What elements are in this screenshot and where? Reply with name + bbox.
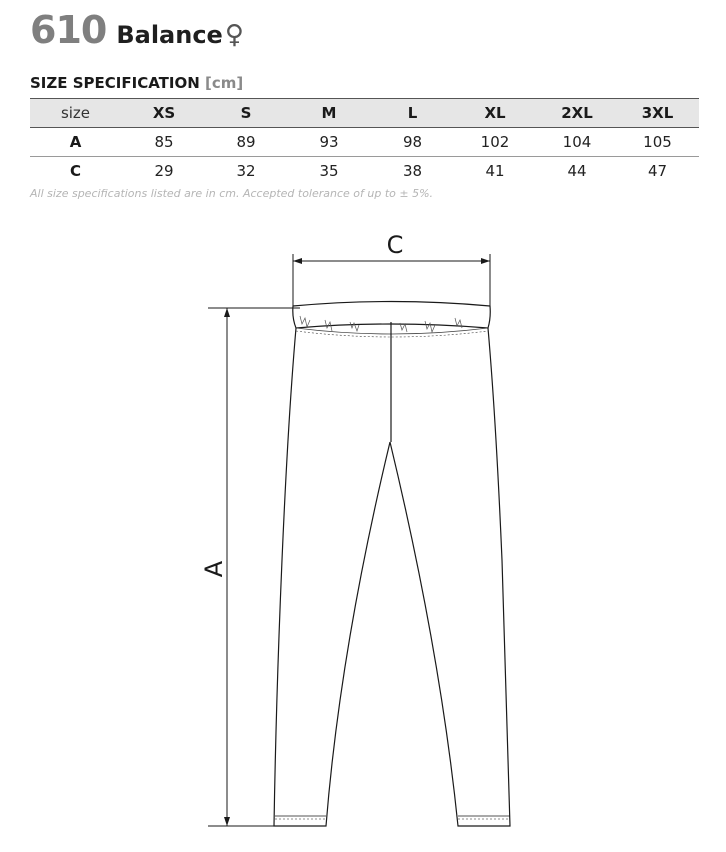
table-cell: 35 [319,162,339,180]
dimension-c-arrow-right [481,258,490,264]
right-leg [390,328,510,826]
table-cell: 44 [567,162,587,180]
dimension-c [293,231,490,306]
table-cell: 102 [480,133,510,151]
header-size-s: S [240,104,252,122]
section-unit: [cm] [205,74,244,92]
tolerance-note: All size specifications listed are in cm. Accepted tolerance of up to ± 5%. [30,187,434,200]
row-label-c: C [69,162,81,180]
dimension-a-label: A [200,560,228,578]
table-cell: 47 [647,162,668,180]
header-size-m: M [321,104,337,122]
header-size-l: L [407,104,418,122]
table-cell: 29 [154,162,174,180]
table-cell: 32 [236,162,256,180]
table-cell: 98 [402,133,423,151]
section-title-text: SIZE SPECIFICATION [30,74,200,92]
waistband-stitch [296,328,488,334]
table-cell: 104 [562,133,592,151]
dimension-c-arrow-left [293,258,302,264]
dimension-a-arrow-bottom [224,817,230,826]
header-size-xl: XL [484,104,506,122]
table-cell: 38 [402,162,423,180]
table-cell: 105 [643,133,672,151]
leggings-outline [274,302,510,827]
header-size-3xl: 3XL [641,104,674,122]
row-label-a: A [69,133,82,151]
table-cell: 89 [236,133,256,151]
table-cell: 93 [319,133,339,151]
model-number: 610 [30,8,107,52]
dimension-a-arrow-top [224,308,230,317]
model-name: Balance [116,21,223,49]
table-cell: 41 [485,162,505,180]
left-leg [274,328,390,826]
header-size-label: size [60,104,91,122]
dimension-a [200,308,300,826]
table-cell: 85 [154,133,174,151]
dimension-c-label: C [386,231,404,259]
header-size-xs: XS [152,104,176,122]
female-icon: ♀ [224,20,244,50]
header-size-2xl: 2XL [561,104,593,122]
